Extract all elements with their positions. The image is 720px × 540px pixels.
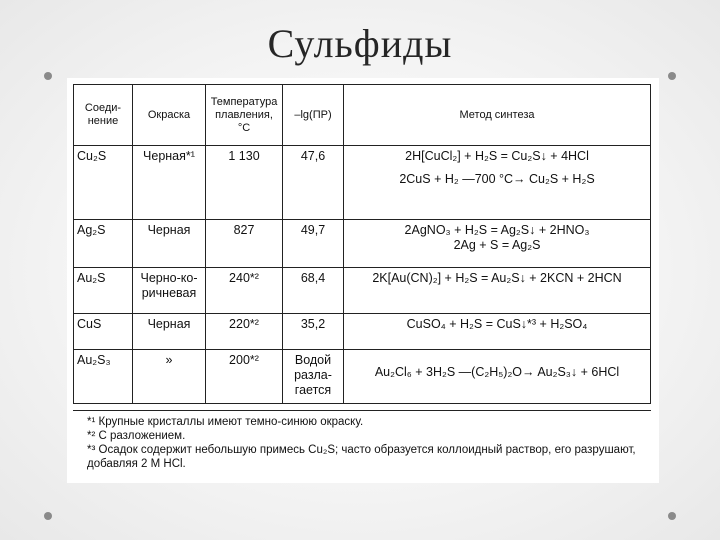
synthesis-equation: 2AgNO₃ + H₂S = Ag₂S↓ + 2HNO₃ [404,223,590,237]
cell-lgpr: 47,6 [283,146,344,220]
cell-melting: 200*² [206,350,283,404]
table-row [74,146,651,220]
cell-synthesis [344,220,651,268]
synthesis-equation: Au₂Cl₆ + 3H₂S —(C₂H₅)₂O→ Au₂S₃↓ + 6HCl [374,365,620,379]
header-compound: Соеди- нение [74,85,133,146]
cell-lgpr: Водой разла- гается [283,350,344,404]
cell-lgpr: 35,2 [283,314,344,350]
table-header-row [74,85,651,146]
table-row [74,314,651,350]
cell-synthesis [344,314,651,350]
cell-compound: Au₂S₃ [74,350,133,404]
corner-dot [44,72,52,80]
cell-lgpr: 68,4 [283,268,344,314]
cell-compound: Au₂S [74,268,133,314]
cell-synthesis [344,268,651,314]
synthesis-equation: CuSO₄ + H₂S = CuS↓*³ + H₂SO₄ [406,317,588,331]
cell-melting: 220*² [206,314,283,350]
synthesis-equation: 2Ag + S = Ag₂S [453,238,541,252]
table-row [74,220,651,268]
corner-dot [668,72,676,80]
header-melting: Температура плавления, °С [206,85,283,146]
table-row [74,268,651,314]
cell-lgpr: 49,7 [283,220,344,268]
cell-compound: Ag₂S [74,220,133,268]
sulfides-table [73,84,651,404]
header-lgpr: –lg(ПР) [283,85,344,146]
header-color: Окраска [133,85,206,146]
table-row [74,350,651,404]
cell-color: Черная*¹ [133,146,206,220]
synthesis-equation: 2H[CuCl₂] + H₂S = Cu₂S↓ + 4HCl [405,149,589,163]
cell-compound: Cu₂S [74,146,133,220]
cell-color: Черная [133,220,206,268]
footnotes [73,410,651,471]
footnote: *³ Осадок содержит небольшую примесь Cu₂S; часто образуется коллоидный раствор, его разрушают, добавляя 2 М HCl. [87,444,636,470]
cell-compound: CuS [74,314,133,350]
cell-color: Черно-ко- ричневая [133,268,206,314]
cell-melting: 1 130 [206,146,283,220]
corner-dot [44,512,52,520]
cell-synthesis [344,350,651,404]
cell-color: Черная [133,314,206,350]
corner-dot [668,512,676,520]
cell-melting: 827 [206,220,283,268]
cell-color: » [133,350,206,404]
cell-synthesis [344,146,651,220]
header-synthesis: Метод синтеза [344,85,651,146]
synthesis-equation: 2K[Au(CN)₂] + H₂S = Au₂S↓ + 2KCN + 2HCN [372,271,622,285]
footnote: *¹ Крупные кристаллы имеют темно-синюю окраску. [87,416,364,428]
slide-title: Сульфиды [267,21,453,66]
scanned-table-image [67,78,659,483]
footnote: *² С разложением. [87,430,186,442]
cell-melting: 240*² [206,268,283,314]
synthesis-equation: 2CuS + H₂ —700 °C→ Cu₂S + H₂S [399,172,595,186]
